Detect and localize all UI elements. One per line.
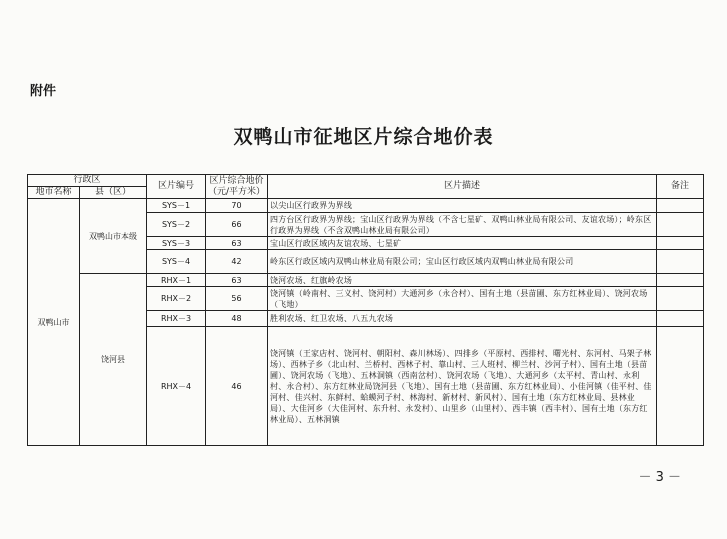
remarks-cell	[657, 199, 704, 213]
zone-code-cell: SYS－2	[147, 213, 206, 237]
header-zone-code: 区片编号	[147, 175, 206, 199]
zone-description-cell: 胜利农场、红卫农场、八五九农场	[268, 311, 657, 327]
land-price-cell: 63	[206, 237, 268, 250]
land-price-cell: 66	[206, 213, 268, 237]
land-price-cell: 48	[206, 311, 268, 327]
zone-description-cell: 以尖山区行政界为界线	[268, 199, 657, 213]
table-row	[28, 199, 704, 213]
table-row	[28, 274, 704, 287]
zone-code-cell: SYS－3	[147, 237, 206, 250]
header-remarks: 备注	[657, 175, 704, 199]
county-cell: 饶河县	[80, 274, 147, 446]
zone-description-cell: 饶河镇（王家店村、饶河村、朝阳村、森川林场）、四排乡（平原村、西排村、曙光村、东河村、马架子林场）、西林子乡（北山村、兰桥村、西林子村、靠山村、三人班村、柳兰村、沙河子村）、国有土地（县苗圃）、饶河农场（飞地）、五林洞镇（西南岔村）、饶河农场（飞地）、大通河乡（太平村、青山村、永利村、永合村）、东方红林业局饶河县（飞地）、国有土地（县苗圃、东方红林业局）、小佳河镇（佳平村、佳河村、佳兴村、东鲜村、蛤蟆河子村、林海村、新材村、新风村）、国有土地（东方红林业局、县林业局）、大佳河乡（大佳河村、东升村、永发村）、山里乡（山里村）、西丰镇（西丰村）、国有土地（东方红林业局）、五林洞镇	[268, 327, 657, 446]
land-price-cell: 42	[206, 250, 268, 274]
zone-description-cell: 饶河农场、红旗岭农场	[268, 274, 657, 287]
land-price-cell: 63	[206, 274, 268, 287]
zone-code-cell: RHX－4	[147, 327, 206, 446]
remarks-cell	[657, 287, 704, 311]
land-price-table	[27, 174, 704, 446]
remarks-cell	[657, 237, 704, 250]
header-zone-description: 区片描述	[268, 175, 657, 199]
document-title: 双鸭山市征地区片综合地价表	[233, 126, 494, 148]
header-admin-region: 行政区	[28, 175, 147, 187]
remarks-cell	[657, 274, 704, 287]
page-number: － 3 －	[638, 470, 681, 485]
land-price-cell: 56	[206, 287, 268, 311]
county-cell: 双鸭山市本级	[80, 199, 147, 274]
header-city-name: 地市名称	[28, 187, 80, 199]
zone-description-cell: 饶河镇（岭南村、三义村、饶河村）大通河乡（永合村）、国有土地（县苗圃、东方红林业局）、饶河农场（飞地）	[268, 287, 657, 311]
zone-description-cell: 四方台区行政界为界线；宝山区行政界为界线（不含七星矿、双鸭山林业局有限公司、友谊农场）；岭东区行政界为界线（不含双鸭山林业局有限公司）	[268, 213, 657, 237]
price-table-container	[27, 174, 704, 446]
land-price-cell: 46	[206, 327, 268, 446]
city-name-cell: 双鸭山市	[28, 199, 80, 446]
remarks-cell	[657, 327, 704, 446]
zone-code-cell: RHX－1	[147, 274, 206, 287]
zone-code-cell: SYS－4	[147, 250, 206, 274]
header-land-price: 区片综合地价（元/平方米）	[206, 175, 268, 199]
land-price-cell: 70	[206, 199, 268, 213]
zone-code-cell: RHX－2	[147, 287, 206, 311]
zone-code-cell: RHX－3	[147, 311, 206, 327]
header-county: 县（区）	[80, 187, 147, 199]
remarks-cell	[657, 311, 704, 327]
attachment-label: 附件	[30, 84, 57, 99]
zone-code-cell: SYS－1	[147, 199, 206, 213]
zone-description-cell: 宝山区行政区域内友谊农场、七星矿	[268, 237, 657, 250]
remarks-cell	[657, 250, 704, 274]
remarks-cell	[657, 213, 704, 237]
zone-description-cell: 岭东区行政区域内双鸭山林业局有限公司；宝山区行政区域内双鸭山林业局有限公司	[268, 250, 657, 274]
